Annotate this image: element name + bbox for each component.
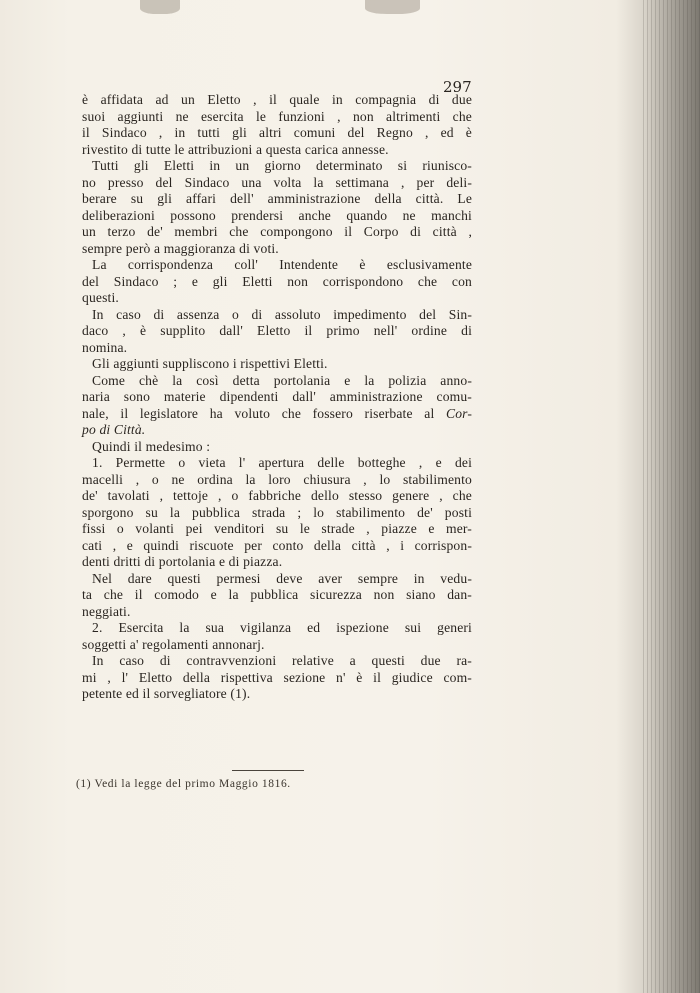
text-line-content: fissi o volanti pei venditori su le strade , piazze e mer- xyxy=(82,521,472,536)
text-line xyxy=(82,323,472,340)
text-line xyxy=(82,241,472,258)
text-line-content: denti dritti di portolania e di piazza. xyxy=(82,554,283,569)
text-line-content: del Sindaco ; e gli Eletti non corrispondono che con xyxy=(82,273,472,289)
text-line xyxy=(82,488,472,505)
text-line xyxy=(82,406,472,423)
text-line xyxy=(82,208,472,225)
text-line xyxy=(82,439,472,456)
text-line-content: In caso di contravvenzioni relative a questi due ra- xyxy=(92,653,472,668)
text-line xyxy=(82,142,472,159)
text-line xyxy=(82,670,472,687)
text-line xyxy=(82,686,472,703)
text-line xyxy=(82,455,472,472)
text-line xyxy=(82,125,472,142)
text-line-content: naria sono materie dipendenti dall' amministrazione comu- xyxy=(82,389,472,404)
text-line-content: Come chè la così detta portolania e la polizia anno- xyxy=(92,372,472,388)
text-line-content: suoi aggiunti ne esercita le funzioni , non altrimenti che xyxy=(82,108,472,124)
text-line xyxy=(82,257,472,274)
text-line-content: rivestito di tutte le attribuzioni a questa carica annesse. xyxy=(82,141,389,157)
text-line-content: petente ed il sorvegliatore (1). xyxy=(82,686,251,701)
text-line xyxy=(82,307,472,324)
text-line-content: 1. Permette o vieta l' apertura delle botteghe , e dei xyxy=(92,455,472,470)
text-line xyxy=(82,373,472,390)
text-line-content: no presso del Sindaco una volta la settimana , per deli- xyxy=(82,174,472,190)
text-line-content: questi. xyxy=(82,290,119,305)
text-line xyxy=(82,224,472,241)
text-line-content: 2. Esercita la sua vigilanza ed ispezione sui generi xyxy=(92,620,472,635)
text-line xyxy=(82,422,472,439)
text-line xyxy=(82,92,472,109)
text-line xyxy=(82,389,472,406)
text-line-content: mi , l' Eletto della rispettiva sezione n' è il giudice com- xyxy=(82,669,472,685)
text-line xyxy=(82,274,472,291)
text-line-content: In caso di assenza o di assoluto impedimento del Sin- xyxy=(92,306,472,322)
text-line xyxy=(82,653,472,670)
page-edge-shadow xyxy=(640,0,700,993)
text-line xyxy=(82,620,472,637)
text-line xyxy=(82,538,472,555)
text-line-content: il Sindaco , in tutti gli altri comuni del Regno , ed è xyxy=(82,125,472,140)
text-line-content: soggetti a' regolamenti annonarj. xyxy=(82,636,265,652)
text-line-content: sempre però a maggioranza di voti. xyxy=(82,240,279,256)
text-line-content: macelli , o ne ordina la loro chiusura , lo stabilimento xyxy=(82,471,472,487)
text-line-content: Tutti gli Eletti in un giorno determinato si riunisco- xyxy=(92,158,472,173)
text-line-content: neggiati. xyxy=(82,603,131,619)
text-line xyxy=(82,158,472,175)
text-line xyxy=(82,571,472,588)
text-line xyxy=(82,290,472,307)
page-number: 297 xyxy=(443,78,472,96)
text-line xyxy=(82,191,472,208)
text-line xyxy=(82,521,472,538)
text-line-content: La corrispondenza coll' Intendente è esclusivamente xyxy=(92,257,472,272)
text-line xyxy=(82,340,472,357)
text-line-content: sporgono su la pubblica strada ; lo stabilimento de' posti xyxy=(82,504,472,520)
footnote-rule xyxy=(232,770,304,771)
text-line-content: deliberazioni possono prendersi anche quando ne manchi xyxy=(82,207,472,223)
text-line xyxy=(82,554,472,571)
text-line xyxy=(82,587,472,604)
text-line xyxy=(82,505,472,522)
text-line-content: Quindi il medesimo : xyxy=(92,438,211,454)
text-line xyxy=(82,637,472,654)
text-line-content: Gli aggiunti suppliscono i rispettivi Eletti. xyxy=(92,356,328,371)
text-line xyxy=(82,109,472,126)
italic-text: po di Città. xyxy=(82,422,146,437)
text-line-content: un terzo de' membri che compongono il Corpo di città , xyxy=(82,224,472,239)
text-line-content: Nel dare questi permesi deve aver sempre in vedu- xyxy=(92,570,472,586)
text-line-content: de' tavolati , tettoje , o fabbriche dello stesso genere , che xyxy=(82,488,472,503)
text-line-content: daco , è supplito dall' Eletto il primo nell' ordine di xyxy=(82,323,472,338)
top-smudge xyxy=(365,0,420,14)
text-line-content: è affidata ad un Eletto , il quale in compagnia di due xyxy=(82,92,472,107)
body-text xyxy=(82,92,472,703)
text-line xyxy=(82,604,472,621)
text-line-content: nomina. xyxy=(82,339,128,355)
text-line-content: nale, il legislatore ha voluto che fossero riserbate al xyxy=(82,405,446,421)
text-line xyxy=(82,356,472,373)
text-line xyxy=(82,472,472,489)
text-line xyxy=(82,175,472,192)
text-line-content: ta che il comodo e la pubblica sicurezza non siano dan- xyxy=(82,587,472,602)
text-line-content: berare su gli affari dell' amministrazione della città. Le xyxy=(82,191,472,206)
italic-text: Cor- xyxy=(445,405,472,421)
footnote: (1) Vedi la legge del primo Maggio 1816. xyxy=(76,778,291,790)
text-line-content: cati , e quindi riscuote per conto della città , i corrispon- xyxy=(82,537,472,553)
top-smudge xyxy=(140,0,180,14)
